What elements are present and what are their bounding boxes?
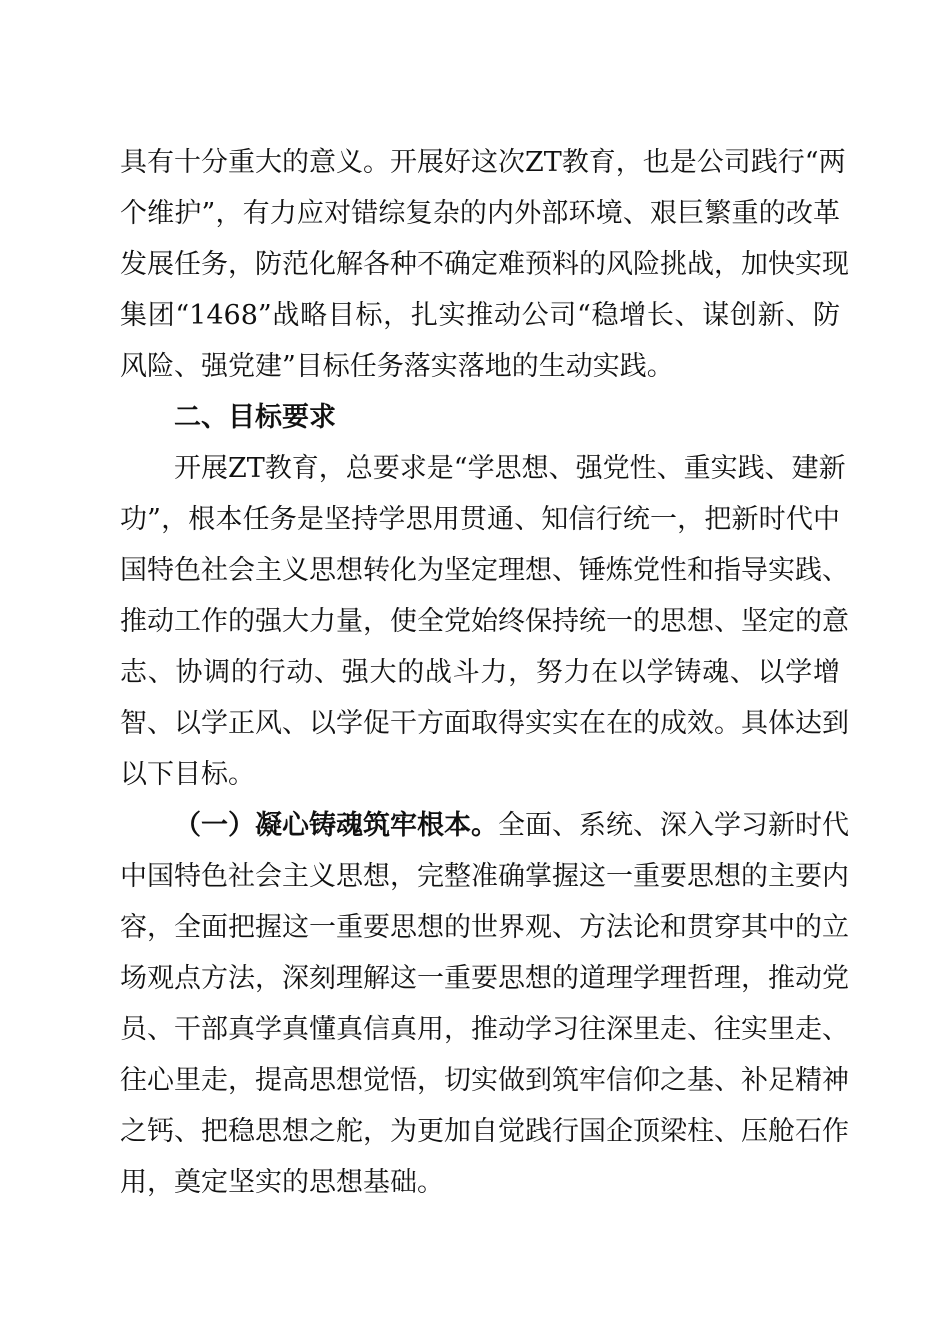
paragraph2-line-5: 志、协调的行动、强大的战斗力，努力在以学铸魂、以学增 [120, 657, 840, 688]
subsection-heading: （一）凝心铸魂筑牢根本。 [174, 810, 498, 841]
paragraph3-line-7: 之钙、把稳思想之舵，为更加自觉践行国企顶梁柱、压舱石作 [120, 1116, 849, 1147]
paragraph3-line-3: 容，全面把握这一重要思想的世界观、方法论和贯穿其中的立 [120, 912, 849, 943]
paragraph3-line-2: 中国特色社会主义思想，完整准确掌握这一重要思想的主要内 [120, 861, 849, 892]
paragraph2-line-1: 开展ZT教育，总要求是“学思想、强党性、重实践、建新 [174, 453, 846, 484]
paragraph2-line-2: 功”，根本任务是坚持学思用贯通、知信行统一，把新时代中 [120, 504, 840, 535]
paragraph3-line-1 [174, 808, 849, 844]
paragraph1-line-4: 集团“1468”战略目标，扎实推动公司“稳增长、谋创新、防 [120, 300, 840, 331]
paragraph1-line-3: 发展任务，防范化解各种不确定难预料的风险挑战，加快实现 [120, 249, 849, 280]
paragraph2-line-4: 推动工作的强大力量，使全党始终保持统一的思想、坚定的意 [120, 606, 849, 637]
paragraph3-line-4: 场观点方法，深刻理解这一重要思想的道理学理哲理，推动党 [120, 963, 849, 994]
paragraph1-line-1: 具有十分重大的意义。开展好这次ZT教育，也是公司践行“两 [120, 147, 846, 178]
paragraph2-line-3: 国特色社会主义思想转化为坚定理想、锤炼党性和指导实践、 [120, 555, 849, 586]
paragraph3-line-5: 员、干部真学真懂真信真用，推动学习往深里走、往实里走、 [120, 1014, 849, 1045]
paragraph1-line-2: 个维护”，有力应对错综复杂的内外部环境、艰巨繁重的改革 [120, 198, 840, 229]
paragraph3-line-1-rest: 全面、系统、深入学习新时代 [498, 810, 849, 841]
section-heading: 二、目标要求 [174, 402, 336, 433]
paragraph3-line-6: 往心里走，提高思想觉悟，切实做到筑牢信仰之基、补足精神 [120, 1065, 849, 1096]
paragraph3-line-8: 用，奠定坚实的思想基础。 [120, 1167, 444, 1198]
paragraph1-line-5: 风险、强党建”目标任务落实落地的生动实践。 [120, 351, 674, 382]
paragraph2-line-7: 以下目标。 [120, 759, 255, 790]
paragraph2-line-6: 智、以学正风、以学促干方面取得实实在在的成效。具体达到 [120, 708, 849, 739]
